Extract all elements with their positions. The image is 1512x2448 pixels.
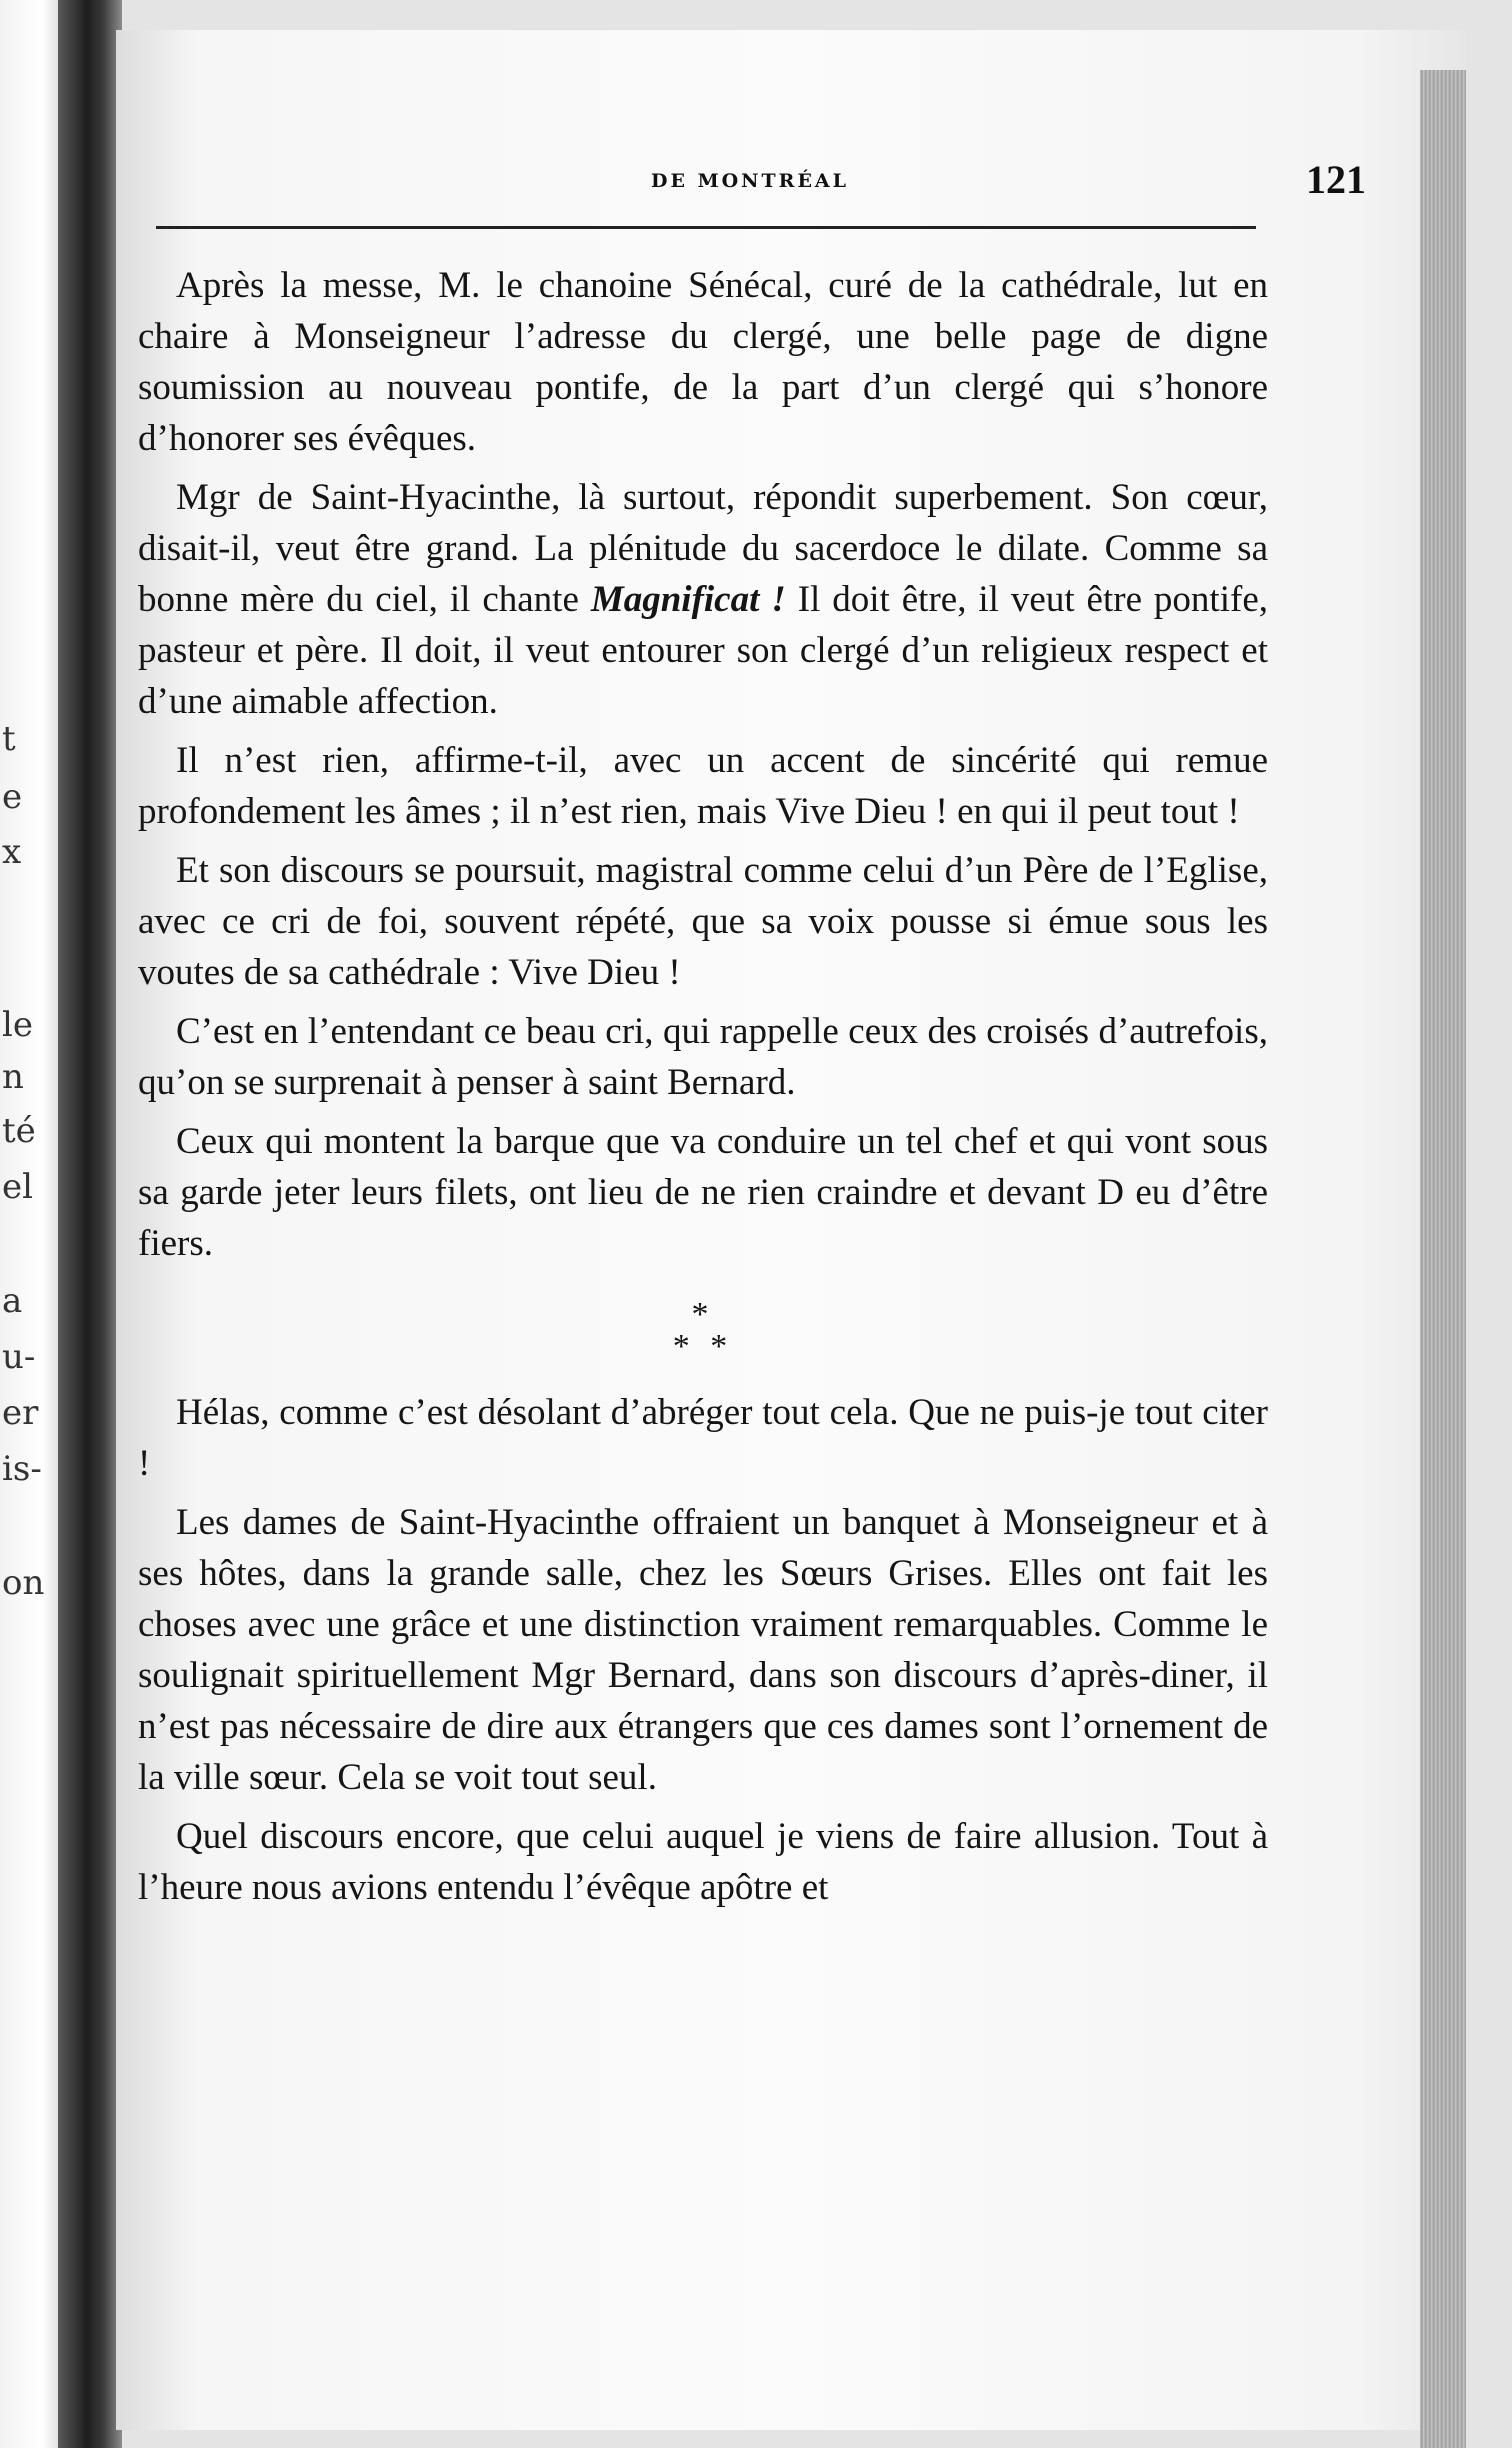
paragraph: Hélas, comme c’est désolant d’abréger tout cela. Que ne puis-je tout citer ! (138, 1392, 1268, 1484)
margin-fragment: is- (2, 1449, 42, 1489)
book-page (116, 30, 1466, 2430)
margin-fragment: u- (2, 1337, 36, 1377)
margin-fragment: n (2, 1057, 24, 1097)
margin-fragment: el (2, 1167, 33, 1207)
margin-fragment: x (2, 832, 22, 872)
paragraph: Quel discours encore, que celui auquel je viens de faire allusion. Tout à l’heure nous avions entendu l’évêque apôtre et (138, 1816, 1268, 1908)
paragraph: Ceux qui montent la barque que va conduire un tel chef et qui vont sous sa garde jeter leurs filets, ont lieu de ne rien craindre et devant D eu d’être fiers. (138, 1121, 1268, 1264)
paragraph: Et son discours se poursuit, magistral comme celui d’un Père de l’Eglise, avec ce cri de foi, souvent répété, que sa voix pousse si émue sous les voutes de sa cathédrale : Vive Dieu ! (138, 850, 1268, 993)
paragraph: Mgr de Saint-Hyacinthe, là surtout, répondit superbement. Son cœur, disait-il, veut être grand. La plénitude du sacerdoce le dilate. Comme sa bonne mère du ciel, il chante Magnificat ! Il doit être, il veut être pontife, pasteur et père. Il doit, il veut entourer son clergé d’un religieux respect et d’une aimable affection. (138, 477, 1268, 722)
header-rule (156, 226, 1256, 229)
margin-fragment: er (2, 1393, 39, 1433)
body-text (138, 260, 1268, 1921)
italic-term: Magnificat ! (590, 579, 786, 620)
paragraph: Après la messe, M. le chanoine Sénécal, curé de la cathédrale, lut en chaire à Monseigneur l’adresse du clergé, une belle page de digne soumission au nouveau pontife, de la part d’un clergé qui s’honore d’honorer ses évêques. (138, 265, 1268, 459)
paragraph: Les dames de Saint-Hyacinthe offraient un banquet à Monseigneur et à ses hôtes, dans la grande salle, chez les Sœurs Grises. Elles ont fait les choses avec une grâce et une distinction vraiment remarquables. Comme le soulignait spirituellement Mgr Bernard, dans son discours d’après-diner, il n’est pas nécessaire de dire aux étrangers que ces dames sont l’ornement de la ville sœur. Cela se voit tout seul. (138, 1502, 1268, 1798)
page-number: 121 (1306, 157, 1366, 202)
margin-fragment: e (2, 777, 23, 817)
asterism-separator: * * * (672, 1296, 734, 1365)
page-header (156, 148, 1366, 218)
margin-fragment: a (2, 1281, 23, 1321)
margin-fragment: on (2, 1563, 45, 1603)
page-stack-edge (1420, 70, 1466, 2448)
margin-fragment: t (2, 719, 16, 759)
running-head: DE MONTRÉAL (651, 170, 850, 192)
paragraph: C’est en l’entendant ce beau cri, qui rappelle ceux des croisés d’autrefois, qu’on se surprenait à penser à saint Bernard. (138, 1011, 1268, 1103)
paragraph: Il n’est rien, affirme-t-il, avec un accent de sincérité qui remue profondement les âmes ; il n’est rien, mais Vive Dieu ! en qui il peut tout ! (138, 740, 1268, 832)
margin-fragment: té (2, 1111, 36, 1151)
book-gutter (58, 0, 122, 2448)
margin-fragment: le (2, 1005, 33, 1045)
